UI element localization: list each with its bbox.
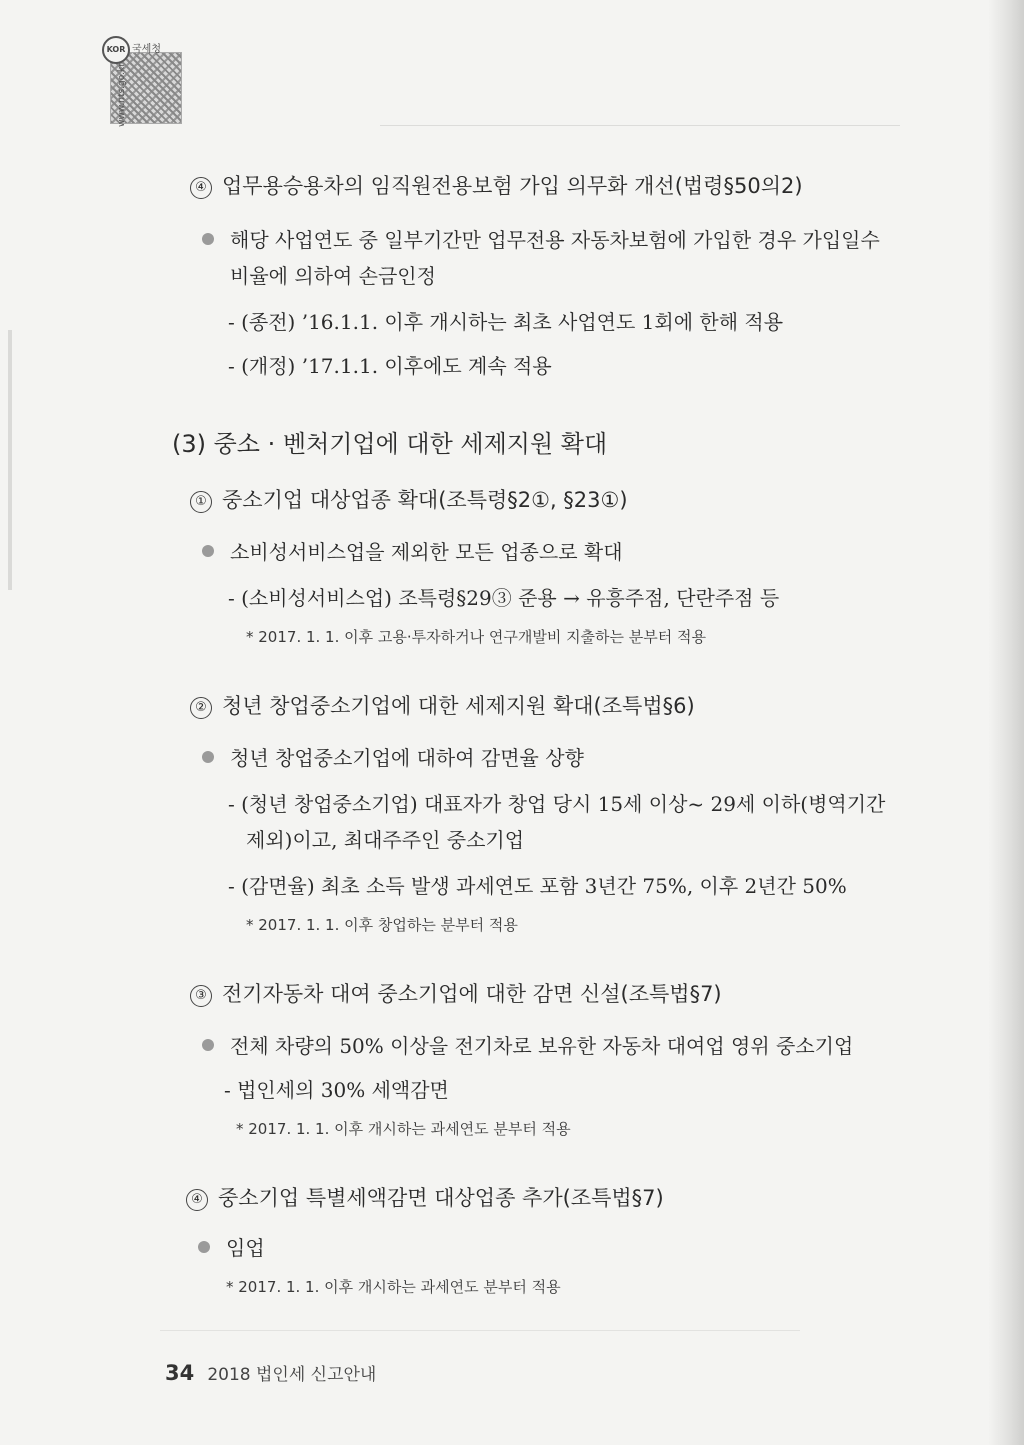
bullet-item (202, 536, 623, 565)
heading-text: 업무용승용차의 임직원전용보험 가입 의무화 개선(법령§50의2) (222, 174, 803, 198)
bullet-item (198, 1232, 265, 1261)
divider (160, 1330, 800, 1331)
bullet-dot-icon (202, 233, 214, 245)
bullet-text: 해당 사업연도 중 일부기간만 업무전용 자동차보험에 가입한 경우 가입일수 (230, 228, 880, 252)
bullet-dot-icon (202, 545, 214, 557)
section-heading (190, 484, 628, 514)
note: * 2017. 1. 1. 이후 고용·투자하거나 연구개발비 지출하는 분부터 적용 (246, 628, 707, 646)
circled-number: ② (190, 697, 212, 719)
kor-badge: KOR (102, 36, 130, 64)
note: * 2017. 1. 1. 이후 창업하는 분부터 적용 (246, 916, 518, 934)
note: * 2017. 1. 1. 이후 개시하는 과세연도 분부터 적용 (236, 1120, 571, 1138)
bullet-item (202, 1030, 853, 1059)
dash-item: - (청년 창업중소기업) 대표자가 창업 당시 15세 이상~ 29세 이하(병역기간 (228, 792, 886, 816)
dash-item: - (감면율) 최초 소득 발생 과세연도 포함 3년간 75%, 이후 2년간 50% (228, 874, 847, 898)
nts-logo (88, 30, 184, 130)
bullet-continuation: 비율에 의하여 손금인정 (230, 264, 436, 288)
bullet-text: 청년 창업중소기업에 대하여 감면율 상향 (230, 746, 584, 770)
page-footer (165, 1360, 376, 1385)
bullet-text: 소비성서비스업을 제외한 모든 업종으로 확대 (230, 540, 623, 564)
scan-mark (8, 330, 12, 590)
dash-item: - 법인세의 30% 세액감면 (224, 1078, 449, 1102)
heading-text: 중소기업 대상업종 확대(조특령§2①, §23①) (222, 488, 628, 512)
circled-number: ④ (190, 177, 212, 199)
dash-item: - (종전) ’16.1.1. 이후 개시하는 최초 사업연도 1회에 한해 적용 (228, 310, 784, 334)
bullet-dot-icon (198, 1241, 210, 1253)
section-heading (190, 170, 803, 200)
logo-name: 국세청 (132, 44, 161, 55)
section-heading (190, 690, 695, 720)
note: * 2017. 1. 1. 이후 개시하는 과세연도 분부터 적용 (226, 1278, 561, 1296)
bullet-dot-icon (202, 1039, 214, 1051)
dash-item-continuation: 제외)이고, 최대주주인 중소기업 (246, 828, 525, 852)
circled-number: ④ (186, 1189, 208, 1211)
page-edge-shadow (988, 0, 1024, 1445)
divider (380, 125, 900, 126)
dash-item: - (개정) ’17.1.1. 이후에도 계속 적용 (228, 354, 552, 378)
page-number: 34 (165, 1361, 195, 1385)
bullet-text: 전체 차량의 50% 이상을 전기차로 보유한 자동차 대여업 영위 중소기업 (230, 1034, 854, 1058)
section-heading (190, 978, 722, 1008)
circled-number: ① (190, 491, 212, 513)
bullet-dot-icon (202, 751, 214, 763)
bullet-text: 임업 (226, 1236, 265, 1260)
section-title: (3) 중소 · 벤처기업에 대한 세제지원 확대 (172, 430, 608, 458)
bullet-item (202, 742, 584, 771)
heading-text: 중소기업 특별세액감면 대상업종 추가(조특법§7) (218, 1186, 664, 1210)
bullet-item (202, 224, 880, 253)
footer-title: 2018 법인세 신고안내 (207, 1365, 377, 1385)
circled-number: ③ (190, 985, 212, 1007)
section-heading (186, 1182, 664, 1212)
dash-item: - (소비성서비스업) 조특령§29③ 준용 → 유흥주점, 단란주점 등 (228, 586, 780, 610)
heading-text: 청년 창업중소기업에 대한 세제지원 확대(조특법§6) (222, 694, 695, 718)
logo-url: www.nts.go.kr (117, 63, 127, 127)
heading-text: 전기자동차 대여 중소기업에 대한 감면 신설(조특법§7) (222, 982, 722, 1006)
